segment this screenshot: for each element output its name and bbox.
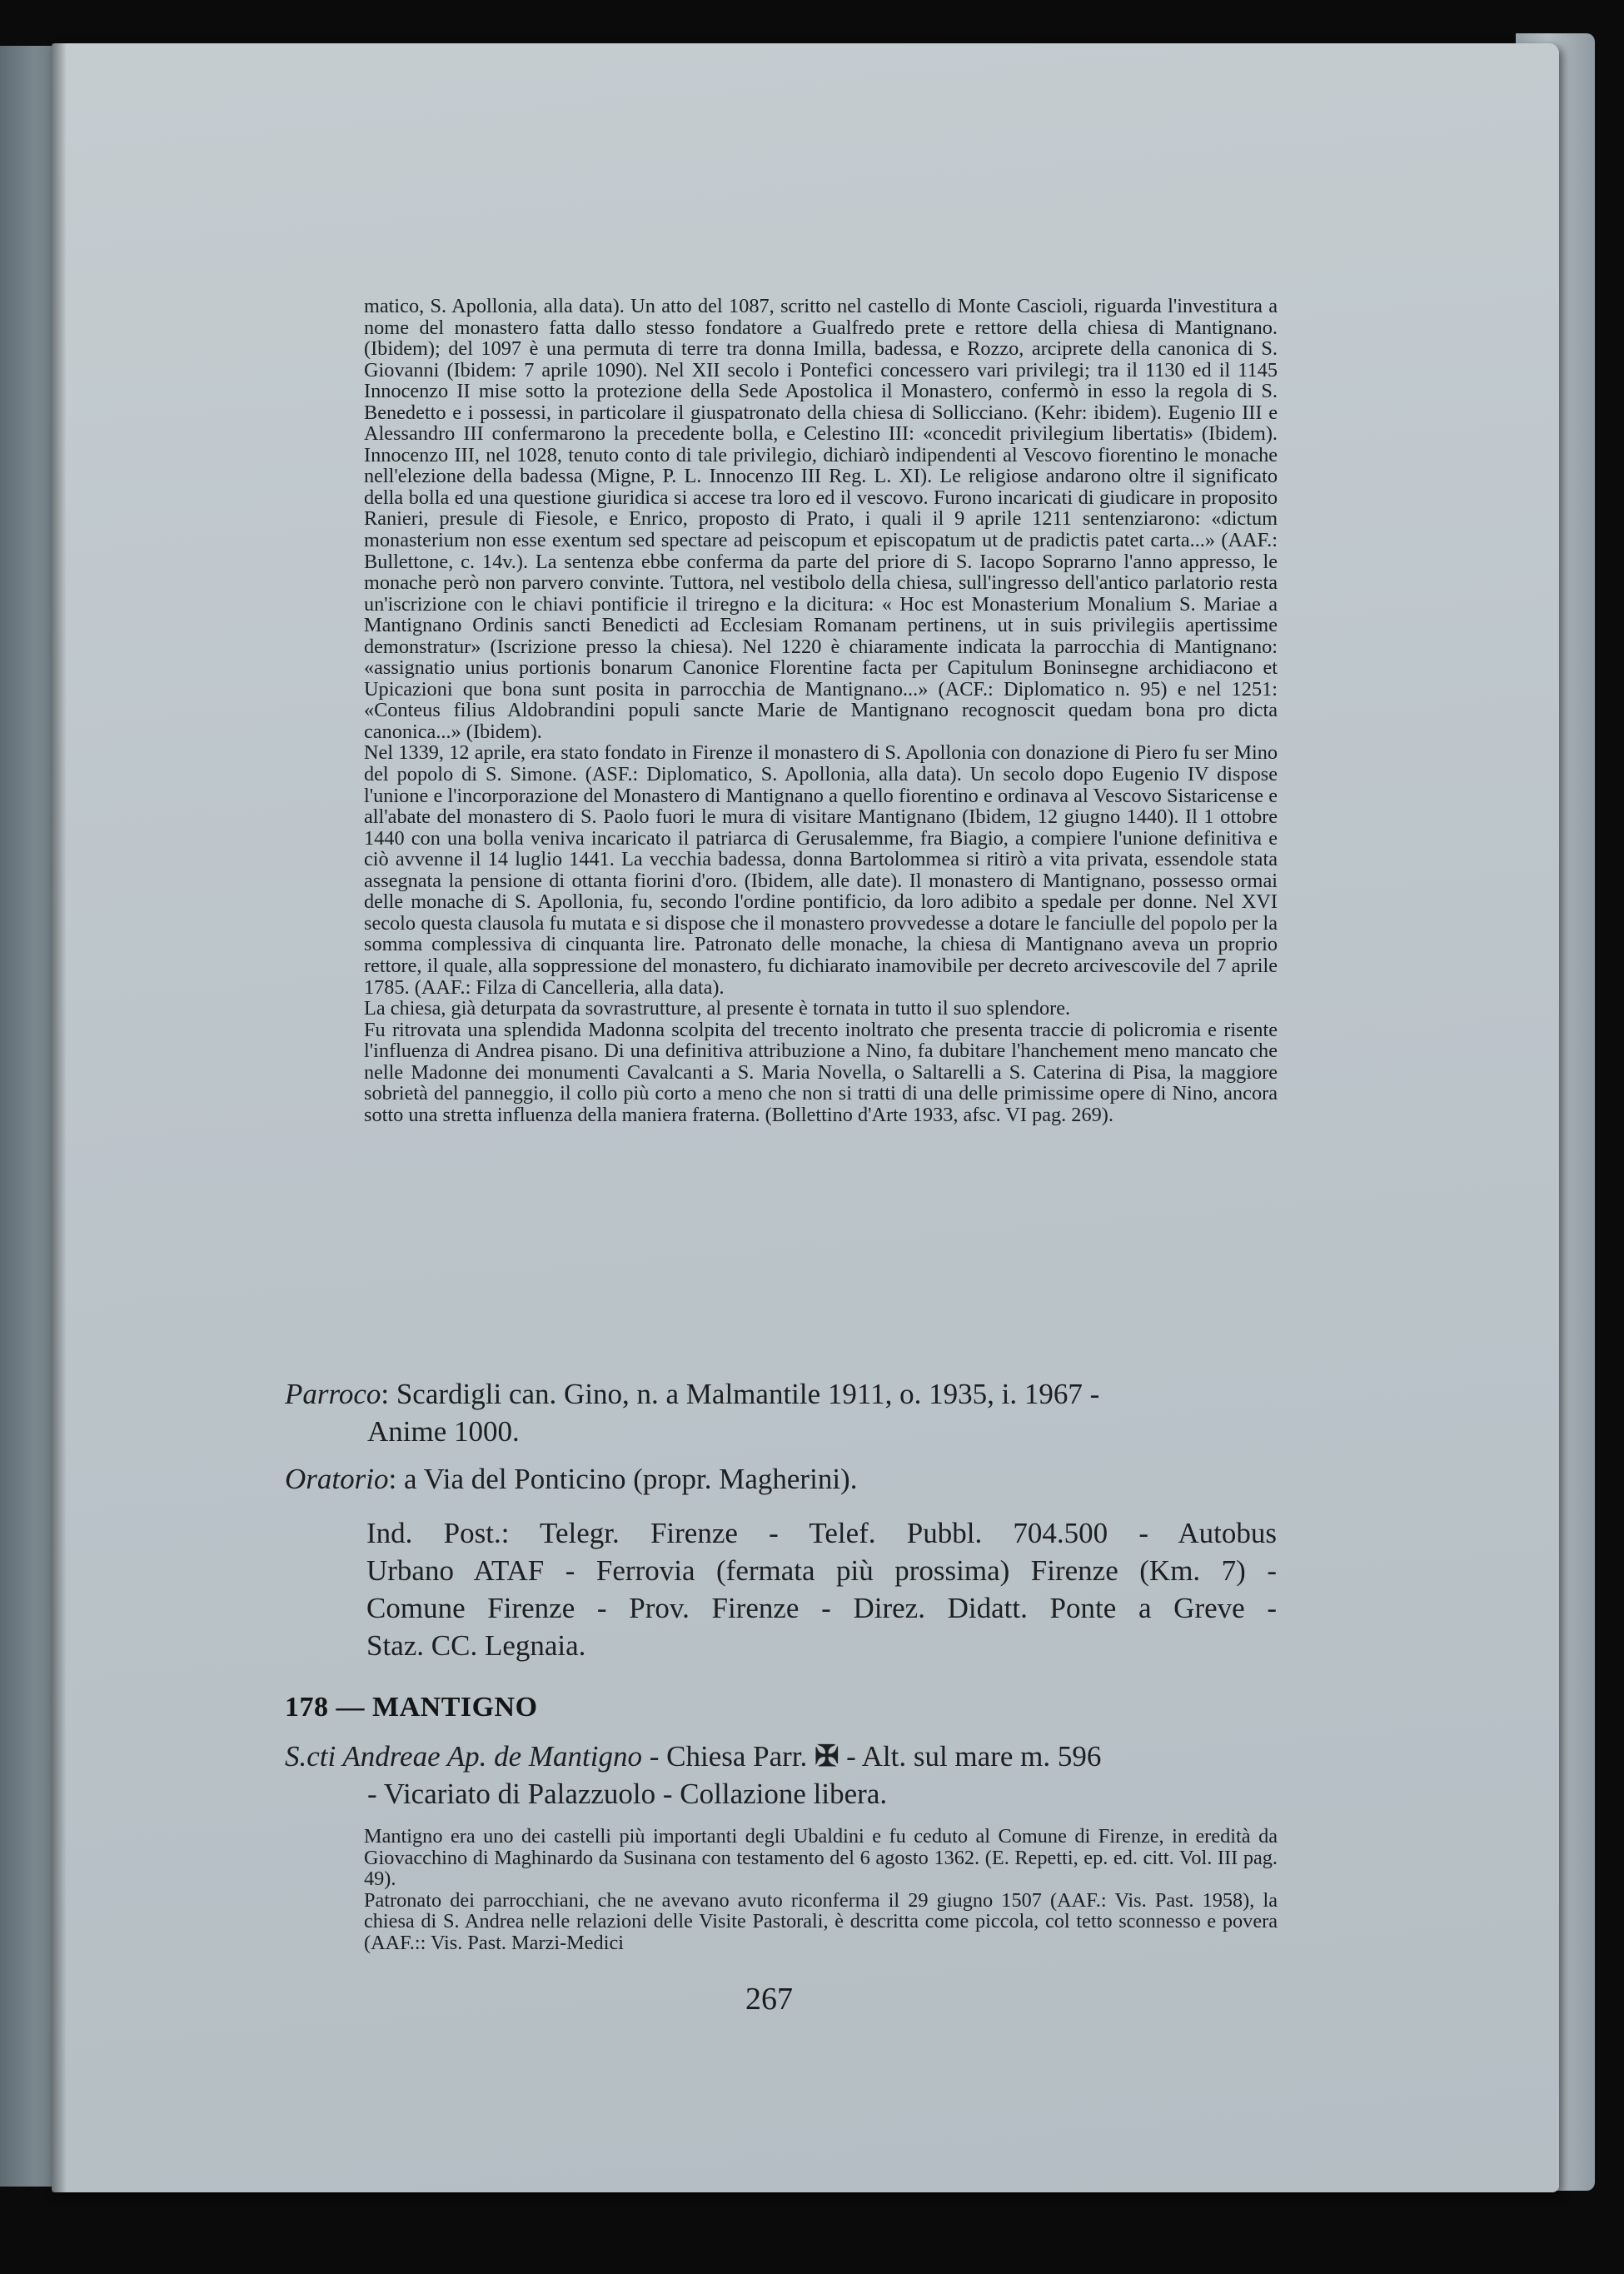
church-altitude: - Alt. sul mare m. 596 (839, 1740, 1102, 1773)
church-type: - Chiesa Parr. (642, 1740, 815, 1773)
church-line2: - Vicariato di Palazzuolo - Collazione libera. (367, 1778, 888, 1810)
postal-info-line: Comune Firenze - Prov. Firenze - Direz. Didatt. Ponte a Greve - (366, 1592, 1277, 1624)
facing-page-edge (0, 46, 58, 2187)
entry-paragraph: Patronato dei parrocchiani, che ne avevano avuto riconferma il 29 giugno 1507 (AAF.: Vis. Past. 1958), la chiesa di S. Andrea nelle relazioni delle Visite Pastorali, è descritta come piccola, col tetto sconnesso e povera (AAF.:: Vis. Past. Marzi-Medici (364, 1888, 1278, 1954)
entry-heading: 178 — MANTIGNO (285, 1692, 538, 1723)
parroco-label: Parroco (285, 1378, 381, 1410)
history-paragraph: Nel 1339, 12 aprile, era stato fondato in Firenze il monastero di S. Apollonia con donazione di Piero fu ser Mino del popolo di S. Simone. (ASF.: Diplomatico, S. Apollonia, alla data). Un secolo dopo Eugenio IV dispose l'unione e l'incorporazione del Monastero di Mantignano a quello fiorentino e ordinava al Vescovo Sistaricense e all'abate del monastero di S. Paolo fuori le mura di visitare Mantignano (Ibidem, 12 giugno 1440). Il 1 ottobre 1440 con una bolla veniva incaricato il patriarca di Gerusalemme, fra Biagio, a compiere l'unione definitiva e ciò avvenne il 14 luglio 1441. La vecchia badessa, donna Bartolommea si ritirò a vita privata, essendole stata assegnata la pensione di ottanta fiorini d'oro. (Ibidem, alle date). Il monastero di Mantignano, possesso ormai delle monache di S. Apollonia, fu, secondo l'ordine pontificio, da loro adibito a spedale per donne. Nel XVI secolo questa clausola fu mutata e si dispose che il monastero provvedesse a dotare le fanciulle del popolo per la somma complessiva di cinquanta lire. Patronato delle monache, la chiesa di Mantignano aveva un proprio rettore, il quale, alla soppressione del monastero, fu dichiarato inamovibile per decreto arcivescovile del 7 aprile 1785. (AAF.: Filza di Cancelleria, alla data). (364, 741, 1278, 999)
postal-info-line: Ind. Post.: Telegr. Firenze - Telef. Pubbl. 704.500 - Autobus (366, 1517, 1277, 1549)
postal-info-block (366, 1514, 1277, 1664)
postal-info-line: Staz. CC. Legnaia. (366, 1629, 586, 1662)
history-paragraph: matico, S. Apollonia, alla data). Un atto del 1087, scritto nel castello di Monte Cascioli, riguarda l'investitura a nome del monastero fatta dallo stesso fondatore a Gualfredo prete e rettore della chiesa di Mantignano. (Ibidem); del 1097 è una permuta di terre tra donna Imilla, badessa, e Rozzo, arciprete della canonica di S. Giovanni (Ibidem: 7 aprile 1090). Nel XII secolo i Pontefici concessero vari privilegi; tra il 1130 ed il 1145 Innocenzo II mise sotto la protezione della Sede Apostolica il Monastero, confermò in esso la regola di S. Benedetto e i possessi, in particolare il giuspatronato della chiesa di Sollicciano. (Kehr: ibidem). Eugenio III e Alessandro III confermarono la precedente bolla, e Celestino III: «concedit privilegium libertatis» (Ibidem). Innocenzo III, nel 1028, tenuto conto di tale privilegio, dichiarò indipendenti al Vescovo fiorentino le monache nell'elezione della badessa (Migne, P. L. Innocenzo III Reg. L. XI). Le religiose andarono oltre il significato della bolla ed una questione giuridica si accese tra loro ed il vescovo. Furono incaricati di giudicare in proposito Ranieri, presule di Fiesole, e Enrico, proposto di Prato, i quali il 9 aprile 1211 sentenziarono: «dictum monasterium non esse exentum sed spectare ad peiscopum et episcopatum ut de pradictis patet carta...» (AAF.: Bullettone, c. 14v.). La sentenza ebbe conferma da parte del priore di S. Iacopo Soprarno l'anno appresso, le monache però non parvero convinte. Tuttora, nel vestibolo della chiesa, sull'ingresso dell'antico parlatorio resta un'iscrizione con le chiavi pontificie il triregno e la dicitura: « Hoc est Monasterium Monalium S. Mariae a Mantignano Ordinis sancti Benedicti ad Ecclesiam Romanam pertinens, ut in suis privilegiis apertissime demonstratur» (Iscrizione presso la chiesa). Nel 1220 è chiaramente indicata la parrocchia di Mantignano: «assignatio unius portionis bonarum Canonice Florentine facta per Capitulum Boninsegne archidiacono et Upicazioni que bona sunt posita in parrocchia de Mantignano...» (ACF.: Diplomatico n. 95) e nel 1251: «Conteus filius Aldobrandini populi sancte Marie de Mantignano recognoscit quedam bona pro dicta canonica...» (Ibidem). (364, 295, 1278, 743)
maltese-cross-icon: ✠ (814, 1740, 839, 1773)
page-number: 267 (745, 1982, 793, 2017)
oratorio-text: : a Via del Ponticino (propr. Magherini). (388, 1463, 858, 1495)
page-gutter-shadow (52, 43, 67, 2192)
history-paragraph: La chiesa, già deturpata da sovrastrutture, al presente è tornata in tutto il suo splendore. (364, 997, 1071, 1020)
entry-paragraph: Mantigno era uno dei castelli più importanti degli Ubaldini e fu ceduto al Comune di Firenze, in eredità da Giovacchino di Maghinardo da Susinana con testamento del 6 agosto 1362. (E. Repetti, ep. ed. citt. Vol. III pag. 49). (364, 1825, 1278, 1891)
history-text-block (364, 296, 1278, 1125)
oratorio-label: Oratorio (285, 1463, 389, 1495)
postal-info-line: Urbano ATAF - Ferrovia (fermata più prossima) Firenze (Km. 7) - (366, 1554, 1277, 1587)
history-paragraph: Fu ritrovata una splendida Madonna scolpita del trecento inoltrato che presenta traccie di policromia e risente l'influenza di Andrea pisano. Di una definitiva attribuzione a Nino, fa dubitare l'hanchement meno mancato che nelle Madonne dei monumenti Cavalcanti a S. Maria Novella, o Saltarelli a S. Caterina di Pisa, la maggiore sobrietà del panneggio, il collo più corto a meno che non si tratti di una delle primissime opere di Nino, ancora sotto una stretta influenza della maniera fraterna. (Bollettino d'Arte 1933, afsc. VI pag. 269). (364, 1018, 1278, 1126)
entry-text-block (364, 1826, 1278, 1953)
parroco-line1: : Scardigli can. Gino, n. a Malmantile 1911, o. 1935, i. 1967 - (381, 1378, 1100, 1410)
church-description (285, 1738, 1284, 1813)
parroco-line2: Anime 1000. (367, 1415, 520, 1448)
church-name: S.cti Andreae Ap. de Mantigno (285, 1740, 643, 1773)
parroco-entry (285, 1375, 1284, 1450)
oratorio-entry (285, 1460, 1284, 1498)
